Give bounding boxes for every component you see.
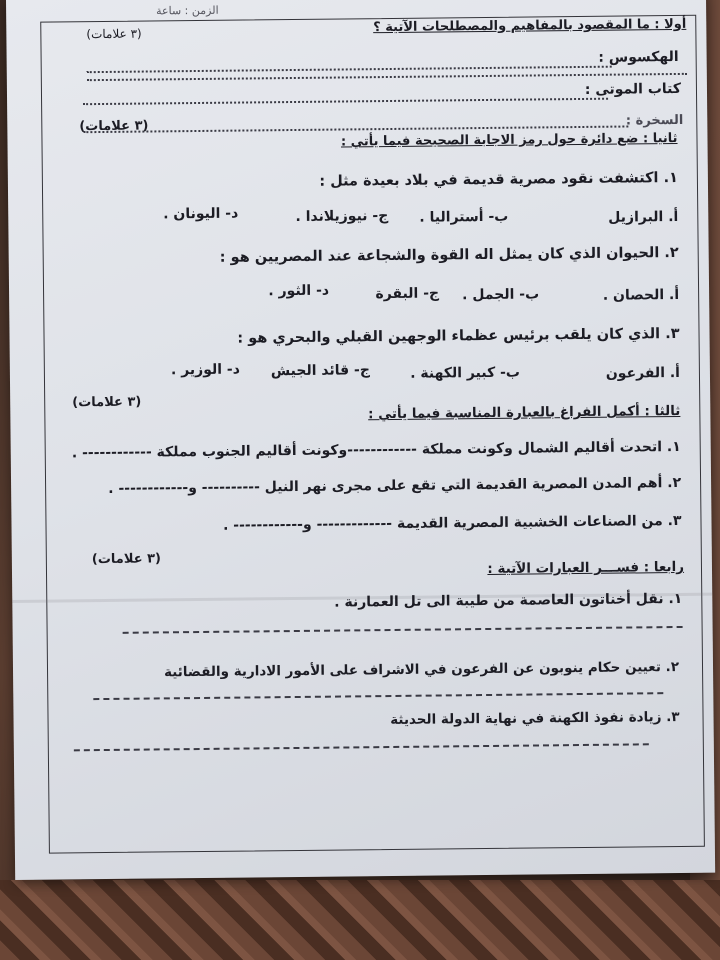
mcq-1-option-c[interactable]: ج- نيوزيلاندا .: [295, 208, 389, 225]
time-label: الزمن : ساعة: [156, 3, 219, 18]
mcq-3-stem: ٣. الذي كان يلقب برئيس عظماء الوجهين القبلي والبحري هو :: [237, 325, 680, 347]
fill-blank-3[interactable]: ٣. من الصناعات الخشبية المصرية القديمة ------------- و------------ .: [222, 512, 682, 534]
mcq-2-option-d[interactable]: د- الثور .: [268, 282, 330, 300]
section1-title: أولا : ما المقصود بالمفاهيم والمصطلحات الآتية ؟: [373, 16, 687, 36]
mcq-2-option-a[interactable]: أ. الحصان .: [602, 286, 680, 304]
exam-paper: [6, 0, 715, 880]
mcq-1-stem: ١. اكتشفت نقود مصرية قديمة في بلاد بعيدة مثل :: [319, 169, 678, 190]
section3-marks: (٣ علامات): [72, 394, 142, 411]
section3-title: ثالثا : أكمل الفراغ بالعبارة المناسبة فيما يأتي :: [368, 402, 681, 423]
term-hyksos: الهكسوس :: [598, 48, 679, 66]
mcq-1-option-a[interactable]: أ. البرازيل: [608, 208, 679, 226]
mcq-3-option-c[interactable]: ج- قائد الجيش: [270, 362, 370, 380]
background-carpet: [0, 880, 720, 960]
section1-marks: (٣ علامات): [86, 26, 142, 42]
mcq-1-option-d[interactable]: د- اليونان .: [163, 205, 239, 223]
term-book-of-dead: كتاب الموتى :: [584, 80, 682, 98]
section2-title: ثانيا : ضع دائرة حول رمز الاجابة الصحيحة فيما يأتي :: [340, 130, 678, 150]
mcq-3-option-a[interactable]: أ. الفرعون: [605, 364, 681, 382]
section4-marks: (٣ علامات): [91, 551, 162, 568]
mcq-2-stem: ٢. الحيوان الذي كان يمثل اله القوة والشجاعة عند المصريين هو :: [219, 244, 679, 266]
fill-blank-1[interactable]: ١. اتحدت أقاليم الشمال وكونت مملكة ------------وكونت أقاليم الجنوب مملكة ------------ .: [71, 438, 681, 462]
fill-blank-2[interactable]: ٢. أهم المدن المصرية القديمة التي تقع على مجرى نهر النيل ---------- و------------ .: [108, 474, 682, 497]
mcq-3-option-b[interactable]: ب- كبير الكهنة .: [410, 364, 521, 382]
explain-1: ١. نقل أخناتون العاصمة من طيبة الى تل العمارنة .: [334, 590, 683, 611]
explain-3: ٣. زيادة نفوذ الكهنة في نهاية الدولة الحديثة: [390, 708, 680, 729]
mcq-2-option-b[interactable]: ب- الجمل .: [462, 286, 540, 304]
mcq-2-option-c[interactable]: ج- البقرة: [375, 285, 440, 303]
term-corvee: السخرة :: [625, 112, 684, 129]
section2-marks: (٣ علامات): [79, 118, 149, 135]
section4-title: رابعا : فســـر العبارات الآتية :: [487, 558, 685, 577]
mcq-3-option-d[interactable]: د- الوزير .: [170, 361, 240, 379]
explain-2: ٢. تعيين حكام ينوبون عن الفرعون في الاشراف على الأمور الادارية والقضائية: [163, 658, 680, 681]
mcq-1-option-b[interactable]: ب- أستراليا .: [419, 208, 509, 226]
